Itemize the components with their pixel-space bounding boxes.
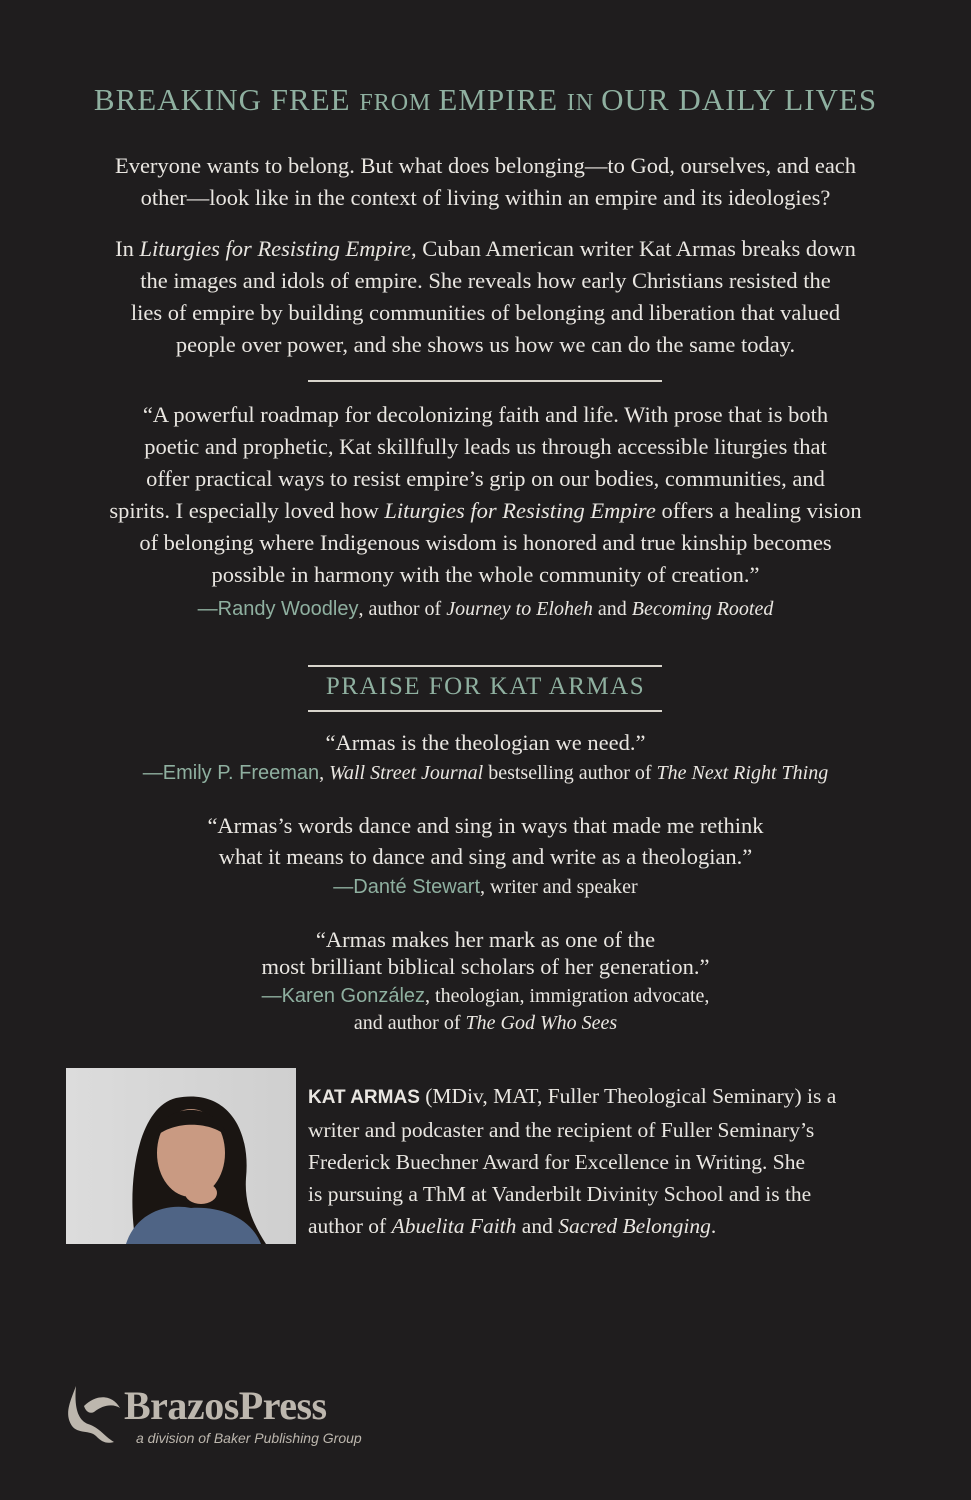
endorser-name: —Randy Woodley — [197, 598, 359, 620]
praise-heading: PRAISE FOR KAT ARMAS — [325, 673, 646, 700]
endorsement-woodley: “A powerful roadmap for decolonizing faith and life. With prose that is both poetic and prophetic, Kat skillfully leads us through accessible liturgies that offer practical ways to resist empire’s grip on our bodies, communities, and spirits. I especially loved how Liturgies for Resisting Empire offers a healing vision of belonging where Indigenous wisdom is honored and true kinship becomes possible in harmony with the whole community of creation.” —Randy Woodley, author of Journey to Eloheh and Becoming Rooted — [109, 402, 862, 620]
author-photo — [66, 1068, 296, 1244]
endorsement-freeman: “Armas is the theologian we need.” —Emily P. Freeman, Wall Street Journal bestselling author of The Next Right Thing — [142, 730, 829, 784]
endorser-name: —Danté Stewart — [333, 876, 480, 898]
publisher-name: BrazosPress — [124, 1383, 327, 1428]
endorser-name: —Karen González — [261, 985, 426, 1007]
divider — [308, 380, 662, 382]
description-paragraph: In Liturgies for Resisting Empire, Cuban American writer Kat Armas breaks down the images and idols of empire. She reveals how early Christians resisted the lies of empire by building communities of belonging and liberation that valued people over power, and she shows us how we can do the same today. — [115, 236, 856, 357]
headline: BREAKING FREE FROM EMPIRE IN OUR DAILY LIVES — [93, 82, 878, 117]
author-bio: KAT ARMAS (MDiv, MAT, Fuller Theological Seminary) is a writer and podcaster and the recipient of Fuller Seminary’s Frederick Buechner Award for Excellence in Writing. She is pursuing a ThM at Vanderbilt Divinity School and is the author of Abuelita Faith and Sacred Belonging. — [308, 1084, 837, 1238]
publisher-subtitle: a division of Baker Publishing Group — [136, 1430, 362, 1446]
divider — [308, 710, 662, 712]
brazos-swirl-icon — [62, 1384, 124, 1446]
endorser-name: —Emily P. Freeman — [142, 762, 320, 784]
author-name: KAT ARMAS — [308, 1087, 420, 1108]
endorsement-stewart: “Armas’s words dance and sing in ways that made me rethink what it means to dance and sing and write as a theologian.” —Danté Stewart, writer and speaker — [207, 813, 764, 898]
book-title: Liturgies for Resisting Empire — [139, 236, 411, 261]
divider — [308, 665, 662, 667]
intro-paragraph: Everyone wants to belong. But what does belonging—to God, ourselves, and each other—look like in the context of living within an empire and its ideologies? — [114, 153, 857, 210]
endorsement-gonzalez: “Armas makes her mark as one of the most brilliant biblical scholars of her generation.” —Karen González, theologian, immigration advocate, and author of The God Who Sees — [261, 927, 710, 1034]
